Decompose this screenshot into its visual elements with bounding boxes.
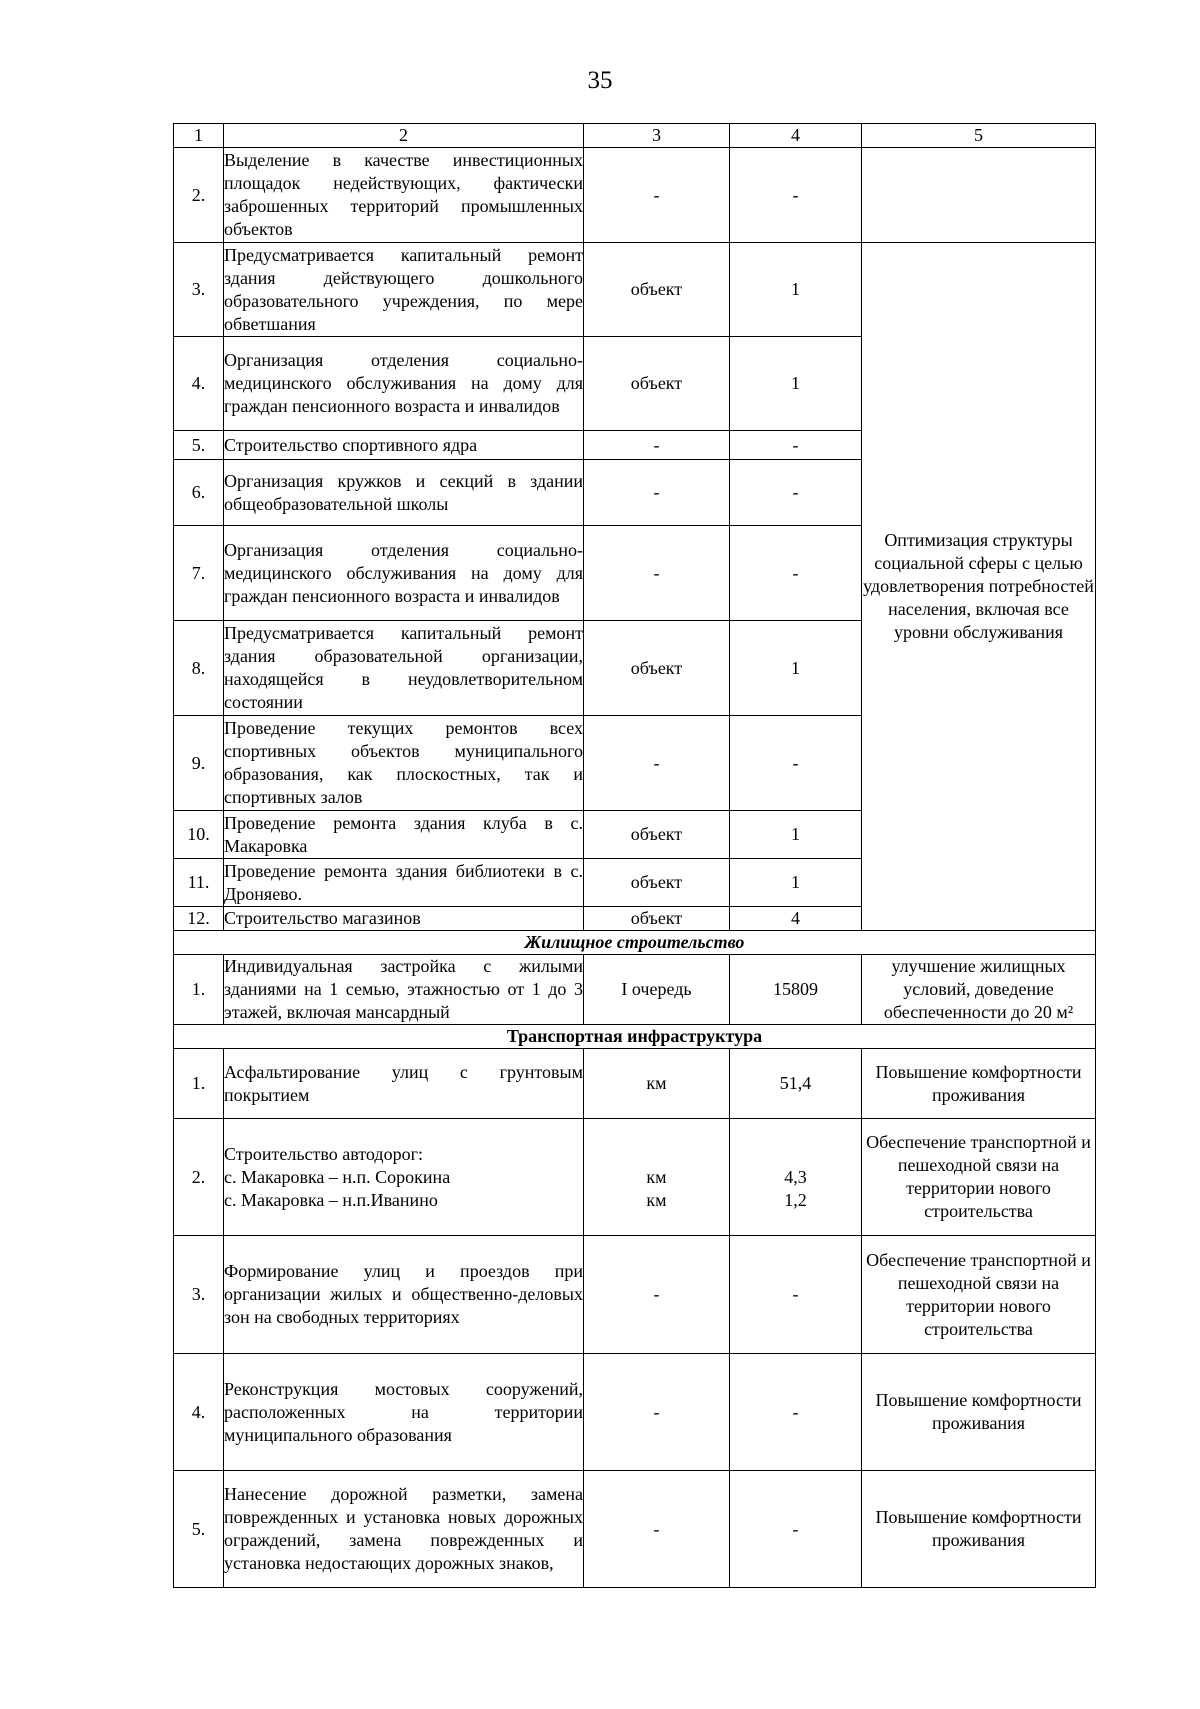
measure-quantity: 1: [730, 243, 862, 337]
measure-quantity: -: [730, 460, 862, 526]
row-number: 9.: [174, 716, 224, 811]
row-number: 6.: [174, 460, 224, 526]
measure-text: Индивидуальная застройка с жилыми зданиями на 1 семью, этажностью от 1 до 3 этажей, включая мансардный: [224, 955, 584, 1025]
measure-text: Проведение ремонта здания клуба в с. Макаровка: [224, 811, 584, 859]
row-number: 1.: [174, 1049, 224, 1119]
row-number: 2.: [174, 148, 224, 243]
measure-text: Организация отделения социально-медицинского обслуживания на дому для граждан пенсионного возраста и инвалидов: [224, 337, 584, 431]
row-number: 12.: [174, 907, 224, 931]
table-row: [174, 955, 1096, 1025]
measure-unit: объект: [584, 859, 730, 907]
measure-quantity: 1: [730, 621, 862, 716]
measure-text-line: Строительство автодорог:: [224, 1143, 423, 1164]
section-title-housing: Жилищное строительство: [174, 931, 1096, 955]
measure-unit-line: км: [646, 1189, 667, 1210]
measure-text: Проведение текущих ремонтов всех спортивных объектов муниципального образования, как плоскостных, так и спортивных залов: [224, 716, 584, 811]
measure-text: Формирование улиц и проездов при организации жилых и общественно-деловых зон на свободных территориях: [224, 1236, 584, 1354]
measure-quantity: 15809: [730, 955, 862, 1025]
measure-goal: Повышение комфортности проживания: [862, 1354, 1096, 1471]
row-number: 4.: [174, 337, 224, 431]
measure-quantity: -: [730, 1354, 862, 1471]
measure-unit: [584, 1119, 730, 1236]
measure-quantity: 1: [730, 811, 862, 859]
measure-text: Реконструкция мостовых сооружений, расположенных на территории муниципального образования: [224, 1354, 584, 1471]
measure-text-line: с. Макаровка – н.п.Иванино: [224, 1189, 438, 1210]
measure-unit-line: км: [646, 1166, 667, 1187]
measure-unit: объект: [584, 907, 730, 931]
header-col-1: 1: [174, 124, 224, 148]
row-number: 3.: [174, 243, 224, 337]
row-number: 3.: [174, 1236, 224, 1354]
measure-quantity: [730, 1119, 862, 1236]
measure-quantity: 1: [730, 337, 862, 431]
measure-goal: [862, 148, 1096, 243]
measure-quantity: 1: [730, 859, 862, 907]
table-row: [174, 243, 1096, 337]
section-title-transport: Транспортная инфраструктура: [174, 1025, 1096, 1049]
measures-table: [173, 123, 1096, 1588]
header-col-4: 4: [730, 124, 862, 148]
measure-quantity-line: 4,3: [784, 1166, 807, 1187]
header-col-3: 3: [584, 124, 730, 148]
measure-quantity: 51,4: [730, 1049, 862, 1119]
row-number: 11.: [174, 859, 224, 907]
row-number: 4.: [174, 1354, 224, 1471]
measure-text: Строительство спортивного ядра: [224, 431, 584, 460]
measure-text: Организация кружков и секций в здании общеобразовательной школы: [224, 460, 584, 526]
measure-unit: км: [584, 1049, 730, 1119]
measure-goal: Повышение комфортности проживания: [862, 1049, 1096, 1119]
measure-quantity: 4: [730, 907, 862, 931]
measure-quantity-line: 1,2: [784, 1189, 807, 1210]
table-row: [174, 1236, 1096, 1354]
section-row: [174, 931, 1096, 955]
measure-text: [224, 1119, 584, 1236]
measure-unit: объект: [584, 811, 730, 859]
table-row: [174, 148, 1096, 243]
table-header-row: [174, 124, 1096, 148]
row-number: 2.: [174, 1119, 224, 1236]
table-row: [174, 1354, 1096, 1471]
measure-unit: -: [584, 526, 730, 621]
table-row: [174, 1049, 1096, 1119]
measure-quantity: -: [730, 148, 862, 243]
measure-goal: Повышение комфортности проживания: [862, 1471, 1096, 1588]
measure-unit: -: [584, 716, 730, 811]
measure-text: Проведение ремонта здания библиотеки в с. Дроняево.: [224, 859, 584, 907]
measure-quantity: -: [730, 1236, 862, 1354]
measure-unit: -: [584, 1354, 730, 1471]
measure-unit: объект: [584, 621, 730, 716]
measure-text: Строительство магазинов: [224, 907, 584, 931]
measure-text: Нанесение дорожной разметки, замена поврежденных и установка новых дорожных ограждений, замена поврежденных и установка недостающих дорожных знаков,: [224, 1471, 584, 1588]
measure-unit: -: [584, 431, 730, 460]
page-number: 35: [587, 67, 613, 94]
measure-unit: объект: [584, 243, 730, 337]
table-row: [174, 1119, 1096, 1236]
measure-text: Предусматривается капитальный ремонт здания образовательной организации, находящейся в неудовлетворительном состоянии: [224, 621, 584, 716]
measure-text: Асфальтирование улиц с грунтовым покрытием: [224, 1049, 584, 1119]
section-row: [174, 1025, 1096, 1049]
measure-text: Организация отделения социально-медицинского обслуживания на дому для граждан пенсионного возраста и инвалидов: [224, 526, 584, 621]
measure-unit: -: [584, 1236, 730, 1354]
measure-unit: -: [584, 148, 730, 243]
measure-text: Предусматривается капитальный ремонт здания действующего дошкольного образовательного учреждения, по мере обветшания: [224, 243, 584, 337]
header-col-2: 2: [224, 124, 584, 148]
measure-quantity: -: [730, 431, 862, 460]
measure-quantity: -: [730, 1471, 862, 1588]
measure-unit: -: [584, 1471, 730, 1588]
measure-goal: Обеспечение транспортной и пешеходной связи на территории нового строительства: [862, 1236, 1096, 1354]
merged-goal-cell: Оптимизация структуры социальной сферы с целью удовлетворения потребностей населения, включая все уровни обслуживания: [862, 243, 1096, 931]
row-number: 1.: [174, 955, 224, 1025]
header-col-5: 5: [862, 124, 1096, 148]
row-number: 7.: [174, 526, 224, 621]
measure-quantity: -: [730, 716, 862, 811]
row-number: 5.: [174, 1471, 224, 1588]
measure-quantity: -: [730, 526, 862, 621]
measure-unit: -: [584, 460, 730, 526]
row-number: 10.: [174, 811, 224, 859]
measure-text-line: с. Макаровка – н.п. Сорокина: [224, 1166, 451, 1187]
measure-unit: объект: [584, 337, 730, 431]
measure-unit: I очередь: [584, 955, 730, 1025]
measure-text: Выделение в качестве инвестиционных площадок недействующих, фактически заброшенных территорий промышленных объектов: [224, 148, 584, 243]
row-number: 8.: [174, 621, 224, 716]
table-row: [174, 1471, 1096, 1588]
row-number: 5.: [174, 431, 224, 460]
measure-goal: улучшение жилищных условий, доведение обеспеченности до 20 м²: [862, 955, 1096, 1025]
measure-goal: Обеспечение транспортной и пешеходной связи на территории нового строительства: [862, 1119, 1096, 1236]
